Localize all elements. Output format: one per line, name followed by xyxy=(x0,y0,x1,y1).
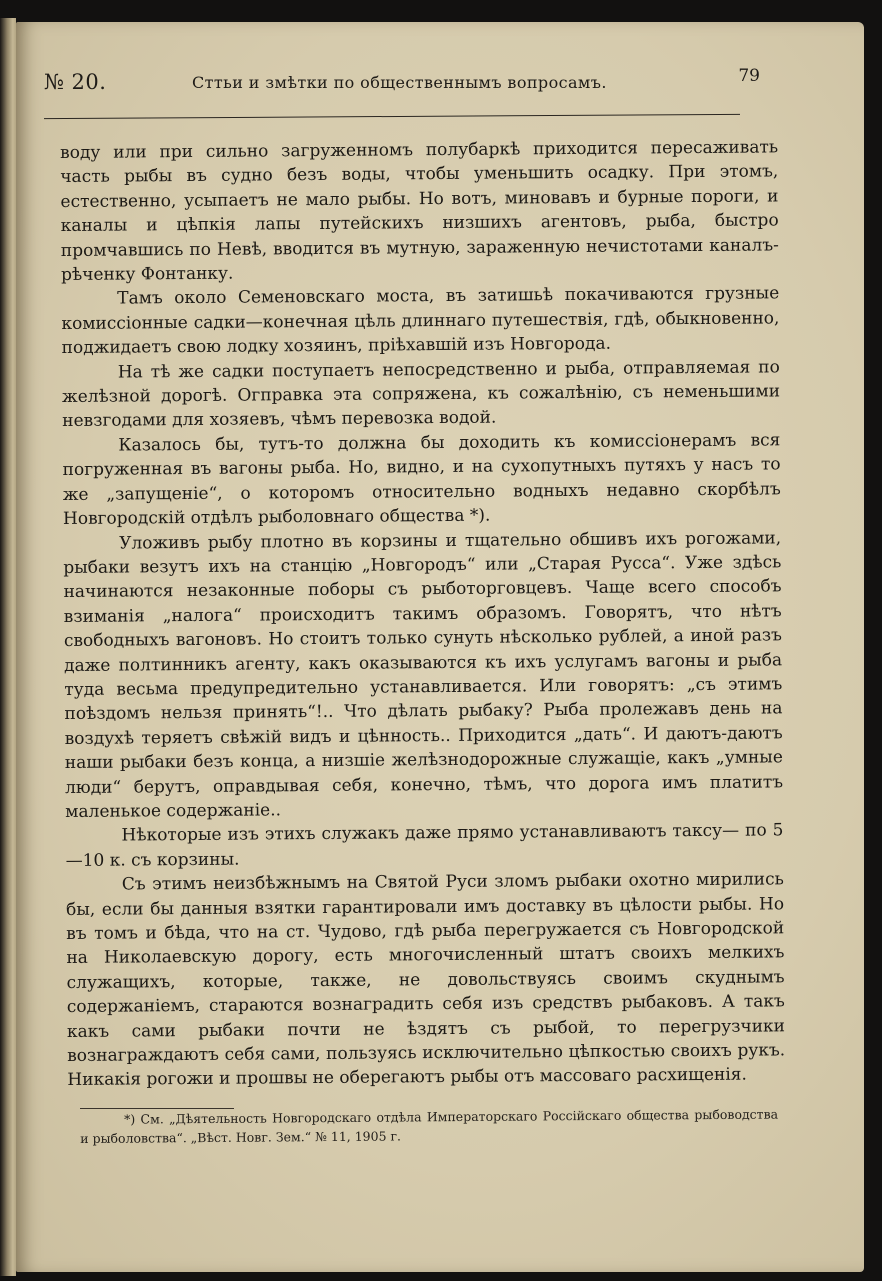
paragraph: воду или при сильно загруженномъ полубаркѣ приходится пересаживать часть рыбы въ судно безъ воды, чтобы уменьшить осадку. При этомъ, естественно, усыпаетъ не мало рыбы. Но вотъ, миновавъ и бурные пороги, и каналы и цѣпкія лапы путейскихъ низшихъ агентовъ, рыба, быстро промчавшись по Невѣ, вводится въ мутную, зараженную нечистотами каналъ-рѣченку Фонтанку. xyxy=(60,137,779,286)
paragraph: Уложивъ рыбу плотно въ корзины и тщательно обшивъ ихъ рогожами, рыбаки везутъ ихъ на станцію „Новгородъ“ или „Старая Русса“. Уже здѣсь начинаются незаконные поборы съ рыботорговцевъ. Чаще всего способъ взиманія „налога“ происходитъ такимъ образомъ. Говорятъ, что нѣтъ свободныхъ вагоновъ. Но стоитъ только сунуть нѣсколько рублей, а иной разъ даже полтинникъ агенту, какъ оказываются къ ихъ услугамъ вагоны и рыба туда весьма предупредительно устанавливается. Или говорятъ: „съ этимъ поѣздомъ нельзя принять“!.. Что дѣлать рыбаку? Рыба пролежавъ день на воздухѣ теряетъ свѣжій видъ и цѣнность.. Приходится „дать“. И даютъ-даютъ наши рыбаки безъ конца, а низшіе желѣзнодорожные служащіе, какъ „умные люди“ берутъ, оправдывая себя, конечно, тѣмъ, что дорога имъ платитъ маленькое содержаніе.. xyxy=(63,527,784,822)
paragraph: На тѣ же садки поступаетъ непосредственно и рыба, отправляемая по желѣзной дорогѣ. Огправка эта сопряжена, къ сожалѣнію, съ неменьшими невзгодами для хозяевъ, чѣмъ перевозка водой. xyxy=(61,357,781,432)
article-body xyxy=(60,135,785,1092)
issue-number: № 20. xyxy=(44,70,107,94)
previous-page-edge xyxy=(0,18,16,1276)
page-number: 79 xyxy=(738,66,760,86)
paragraph: Съ этимъ неизбѣжнымъ на Святой Руси зломъ рыбаки охотно мирились бы, если бы данныя взятки гарантировали имъ доставку въ цѣлости рыбы. Но въ томъ и бѣда, что на ст. Чудово, гдѣ рыба перегружается съ Новгородской на Николаевскую дорогу, есть многочисленный штатъ своихъ мелкихъ служащихъ, которые, также, не довольствуясь своимъ скуднымъ содержаніемъ, стараются вознаградить себя изъ средствъ рыбаковъ. А такъ какъ сами рыбаки почти не ѣздятъ съ рыбой, то перегрузчики вознаграждаютъ себя сами, пользуясь исключительно цѣпкостью своихъ рукъ. Никакія рогожи и прошвы не оберегаютъ рыбы отъ массоваго расхищенія. xyxy=(65,869,786,1091)
paragraph: Тамъ около Семеновскаго моста, въ затишьѣ покачиваются грузные комиссіонные садки—конечная цѣль длиннаго путешествія, гдѣ, обыкновенно, поджидаетъ свою лодку хозяинъ, пріѣхавшій изъ Новгорода. xyxy=(61,283,780,359)
paragraph: Нѣкоторые изъ этихъ служакъ даже прямо устанавливаютъ таксу— по 5—10 к. съ корзины. xyxy=(65,820,784,871)
running-header xyxy=(40,64,764,92)
footnote: *) См. „Дѣятельность Новгородскаго отдѣла Императорскаго Россійскаго общества рыбоводства и рыболовства“. „Вѣст. Новг. Зем.“ № 11, 1905 г. xyxy=(80,1106,779,1146)
running-title: Сттьи и змѣтки по общественнымъ вопросамъ. xyxy=(192,73,607,92)
paragraph: Казалось бы, тутъ-то должна бы доходить къ комиссіонерамъ вся погруженная въ вагоны рыба. Но, видно, и на сухопутныхъ путяхъ у насъ то же „запущеніе“, о которомъ относительно водныхъ недавно скорбѣлъ Новгородскій отдѣлъ рыболовнаго общества *). xyxy=(62,430,781,530)
